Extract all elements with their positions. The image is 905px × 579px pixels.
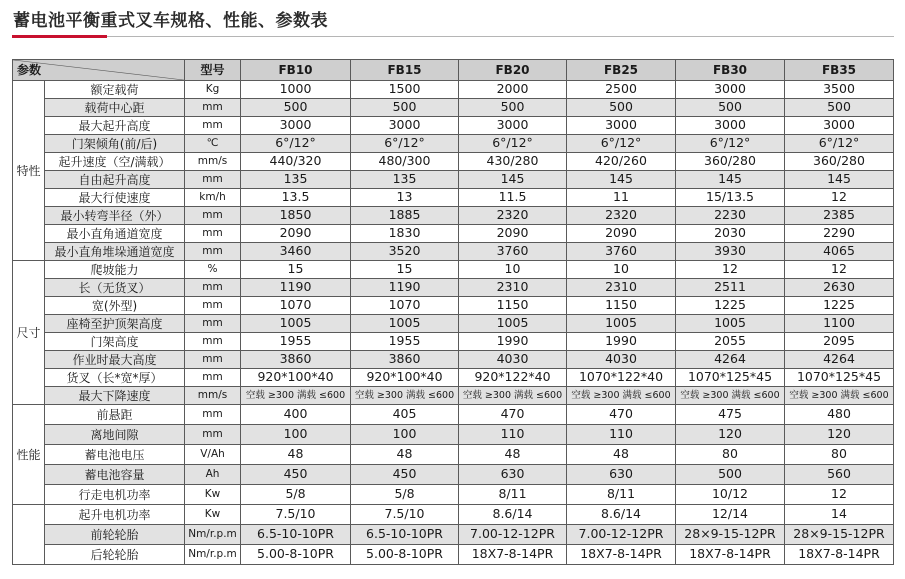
table-row — [13, 117, 894, 135]
value-cell: 3520 — [351, 243, 459, 261]
value-cell: 7.00-12-12PR — [459, 525, 567, 545]
unit-cell: km/h — [185, 189, 241, 207]
param-name-cell: 最大行使速度 — [45, 189, 185, 207]
table-row — [13, 225, 894, 243]
value-cell: 1070*125*45 — [676, 369, 785, 387]
table-row — [13, 445, 894, 465]
value-cell: 100 — [351, 425, 459, 445]
param-name-cell: 自由起升高度 — [45, 171, 185, 189]
value-cell: 405 — [351, 405, 459, 425]
table-row — [13, 261, 894, 279]
value-cell: 1990 — [459, 333, 567, 351]
value-cell: 1955 — [241, 333, 351, 351]
param-name-cell: 离地间隙 — [45, 425, 185, 445]
value-cell: 3000 — [459, 117, 567, 135]
value-cell: 120 — [676, 425, 785, 445]
value-cell: 400 — [241, 405, 351, 425]
value-cell: 18X7-8-14PR — [785, 545, 894, 565]
unit-cell: mm — [185, 243, 241, 261]
value-cell: 3000 — [241, 117, 351, 135]
value-cell: 3860 — [241, 351, 351, 369]
value-cell: 空载 ≥300 满载 ≤600 — [241, 387, 351, 405]
table-row — [13, 351, 894, 369]
table-row — [13, 333, 894, 351]
header-model-label: 型号 — [185, 60, 241, 81]
header-model-fb25: FB25 — [567, 60, 676, 81]
param-name-cell: 作业时最大高度 — [45, 351, 185, 369]
value-cell: 80 — [676, 445, 785, 465]
unit-cell: mm/s — [185, 153, 241, 171]
unit-cell: mm — [185, 207, 241, 225]
table-row — [13, 207, 894, 225]
table-row — [13, 189, 894, 207]
value-cell: 空载 ≥300 满载 ≤600 — [676, 387, 785, 405]
value-cell: 5.00-8-10PR — [241, 545, 351, 565]
value-cell: 1190 — [241, 279, 351, 297]
table-row — [13, 153, 894, 171]
unit-cell: mm — [185, 425, 241, 445]
param-name-cell: 宽(外型) — [45, 297, 185, 315]
unit-cell: mm — [185, 297, 241, 315]
unit-cell: mm — [185, 351, 241, 369]
value-cell: 3000 — [785, 117, 894, 135]
value-cell: 48 — [567, 445, 676, 465]
param-name-cell: 最小转弯半径（外） — [45, 207, 185, 225]
value-cell: 1955 — [351, 333, 459, 351]
value-cell: 18X7-8-14PR — [459, 545, 567, 565]
value-cell: 1005 — [351, 315, 459, 333]
title-divider-rule — [107, 36, 894, 37]
table-row — [13, 405, 894, 425]
value-cell: 135 — [241, 171, 351, 189]
unit-cell: Nm/r.p.m — [185, 545, 241, 565]
value-cell: 11.5 — [459, 189, 567, 207]
table-row — [13, 135, 894, 153]
table-row — [13, 279, 894, 297]
header-model-fb20: FB20 — [459, 60, 567, 81]
value-cell: 4264 — [785, 351, 894, 369]
value-cell: 6°/12° — [241, 135, 351, 153]
value-cell: 1990 — [567, 333, 676, 351]
table-row — [13, 387, 894, 405]
page-header — [0, 0, 905, 58]
unit-cell: mm — [185, 279, 241, 297]
value-cell: 500 — [567, 99, 676, 117]
value-cell: 560 — [785, 465, 894, 485]
value-cell: 470 — [459, 405, 567, 425]
param-name-cell: 蓄电池电压 — [45, 445, 185, 465]
table-row — [13, 505, 894, 525]
value-cell: 1225 — [785, 297, 894, 315]
value-cell: 48 — [241, 445, 351, 465]
value-cell: 6°/12° — [459, 135, 567, 153]
value-cell: 1070*125*45 — [785, 369, 894, 387]
value-cell: 3930 — [676, 243, 785, 261]
value-cell: 8/11 — [459, 485, 567, 505]
value-cell: 1005 — [676, 315, 785, 333]
header-model-fb35: FB35 — [785, 60, 894, 81]
param-name-cell: 额定载荷 — [45, 81, 185, 99]
value-cell: 3760 — [567, 243, 676, 261]
category-cell: 尺寸 — [13, 261, 45, 405]
unit-cell: mm — [185, 117, 241, 135]
value-cell: 28×9-15-12PR — [676, 525, 785, 545]
value-cell: 7.5/10 — [241, 505, 351, 525]
value-cell: 475 — [676, 405, 785, 425]
table-row — [13, 243, 894, 261]
param-name-cell: 最大起升高度 — [45, 117, 185, 135]
param-name-cell: 货叉（长*宽*厚） — [45, 369, 185, 387]
value-cell: 12 — [785, 189, 894, 207]
value-cell: 3000 — [676, 81, 785, 99]
param-name-cell: 起升速度（空/满载） — [45, 153, 185, 171]
value-cell: 1190 — [351, 279, 459, 297]
param-name-cell: 前悬距 — [45, 405, 185, 425]
unit-cell: mm — [185, 405, 241, 425]
param-name-cell: 长（无货叉） — [45, 279, 185, 297]
table-row — [13, 369, 894, 387]
value-cell: 440/320 — [241, 153, 351, 171]
param-name-cell: 蓄电池容量 — [45, 465, 185, 485]
header-row — [13, 60, 894, 81]
value-cell: 500 — [241, 99, 351, 117]
value-cell: 8.6/14 — [459, 505, 567, 525]
value-cell: 2630 — [785, 279, 894, 297]
value-cell: 3460 — [241, 243, 351, 261]
unit-cell: Nm/r.p.m — [185, 525, 241, 545]
unit-cell: Kg — [185, 81, 241, 99]
spec-table — [12, 59, 894, 565]
unit-cell: ℃ — [185, 135, 241, 153]
value-cell: 8.6/14 — [567, 505, 676, 525]
value-cell: 145 — [785, 171, 894, 189]
unit-cell: Ah — [185, 465, 241, 485]
value-cell: 500 — [351, 99, 459, 117]
value-cell: 920*100*40 — [241, 369, 351, 387]
value-cell: 2310 — [459, 279, 567, 297]
value-cell: 1005 — [241, 315, 351, 333]
value-cell: 630 — [459, 465, 567, 485]
value-cell: 420/260 — [567, 153, 676, 171]
value-cell: 450 — [351, 465, 459, 485]
value-cell: 2090 — [459, 225, 567, 243]
value-cell: 6.5-10-10PR — [351, 525, 459, 545]
value-cell: 1150 — [567, 297, 676, 315]
value-cell: 6.5-10-10PR — [241, 525, 351, 545]
param-name-cell: 座椅至护顶架高度 — [45, 315, 185, 333]
value-cell: 48 — [459, 445, 567, 465]
value-cell: 2290 — [785, 225, 894, 243]
value-cell: 4264 — [676, 351, 785, 369]
value-cell: 360/280 — [785, 153, 894, 171]
value-cell: 120 — [785, 425, 894, 445]
value-cell: 470 — [567, 405, 676, 425]
value-cell: 6°/12° — [676, 135, 785, 153]
value-cell: 1885 — [351, 207, 459, 225]
value-cell: 480/300 — [351, 153, 459, 171]
unit-cell: mm — [185, 333, 241, 351]
unit-cell: Kw — [185, 485, 241, 505]
value-cell: 430/280 — [459, 153, 567, 171]
header-model-fb15: FB15 — [351, 60, 459, 81]
header-model-fb10: FB10 — [241, 60, 351, 81]
value-cell: 5/8 — [351, 485, 459, 505]
value-cell: 2320 — [567, 207, 676, 225]
value-cell: 48 — [351, 445, 459, 465]
unit-cell: mm — [185, 225, 241, 243]
value-cell: 7.5/10 — [351, 505, 459, 525]
value-cell: 15 — [351, 261, 459, 279]
unit-cell: V/Ah — [185, 445, 241, 465]
value-cell: 13 — [351, 189, 459, 207]
value-cell: 2000 — [459, 81, 567, 99]
title-accent-rule — [12, 35, 107, 38]
value-cell: 1150 — [459, 297, 567, 315]
value-cell: 2095 — [785, 333, 894, 351]
value-cell: 2320 — [459, 207, 567, 225]
value-cell: 13.5 — [241, 189, 351, 207]
value-cell: 500 — [676, 99, 785, 117]
unit-cell: mm — [185, 99, 241, 117]
value-cell: 450 — [241, 465, 351, 485]
value-cell: 1500 — [351, 81, 459, 99]
value-cell: 145 — [567, 171, 676, 189]
value-cell: 480 — [785, 405, 894, 425]
value-cell: 1850 — [241, 207, 351, 225]
value-cell: 5.00-8-10PR — [351, 545, 459, 565]
param-name-cell: 门架高度 — [45, 333, 185, 351]
value-cell: 2030 — [676, 225, 785, 243]
value-cell: 3500 — [785, 81, 894, 99]
value-cell: 1225 — [676, 297, 785, 315]
table-row — [13, 425, 894, 445]
header-model-fb30: FB30 — [676, 60, 785, 81]
value-cell: 2230 — [676, 207, 785, 225]
value-cell: 1100 — [785, 315, 894, 333]
table-row — [13, 171, 894, 189]
value-cell: 1070 — [241, 297, 351, 315]
param-name-cell: 爬坡能力 — [45, 261, 185, 279]
value-cell: 100 — [241, 425, 351, 445]
param-name-cell: 前轮轮胎 — [45, 525, 185, 545]
value-cell: 1070 — [351, 297, 459, 315]
param-name-cell: 最小直角堆垛通道宽度 — [45, 243, 185, 261]
value-cell: 2511 — [676, 279, 785, 297]
table-row — [13, 485, 894, 505]
category-cell: 特性 — [13, 81, 45, 261]
value-cell: 145 — [459, 171, 567, 189]
value-cell: 500 — [459, 99, 567, 117]
value-cell: 500 — [785, 99, 894, 117]
value-cell: 110 — [459, 425, 567, 445]
value-cell: 1005 — [459, 315, 567, 333]
value-cell: 500 — [676, 465, 785, 485]
param-name-cell: 最大下降速度 — [45, 387, 185, 405]
param-name-cell: 行走电机功率 — [45, 485, 185, 505]
value-cell: 10 — [567, 261, 676, 279]
value-cell: 3760 — [459, 243, 567, 261]
value-cell: 空载 ≥300 满载 ≤600 — [567, 387, 676, 405]
header-param-corner — [13, 60, 185, 81]
value-cell: 空载 ≥300 满载 ≤600 — [459, 387, 567, 405]
value-cell: 12 — [785, 261, 894, 279]
value-cell: 2500 — [567, 81, 676, 99]
value-cell: 1000 — [241, 81, 351, 99]
value-cell: 2385 — [785, 207, 894, 225]
value-cell: 920*100*40 — [351, 369, 459, 387]
value-cell: 1830 — [351, 225, 459, 243]
value-cell: 8/11 — [567, 485, 676, 505]
unit-cell: mm — [185, 315, 241, 333]
value-cell: 3000 — [351, 117, 459, 135]
value-cell: 空载 ≥300 满载 ≤600 — [351, 387, 459, 405]
table-row — [13, 465, 894, 485]
param-name-cell: 最小直角通道宽度 — [45, 225, 185, 243]
value-cell: 145 — [676, 171, 785, 189]
param-name-cell: 起升电机功率 — [45, 505, 185, 525]
page-title: 蓄电池平衡重式叉车规格、性能、参数表 — [13, 11, 328, 31]
value-cell: 4065 — [785, 243, 894, 261]
value-cell: 6°/12° — [351, 135, 459, 153]
value-cell: 80 — [785, 445, 894, 465]
value-cell: 110 — [567, 425, 676, 445]
category-cell: 性能 — [13, 405, 45, 505]
category-cell — [13, 505, 45, 565]
value-cell: 3000 — [676, 117, 785, 135]
param-name-cell: 门架倾角(前/后) — [45, 135, 185, 153]
value-cell: 3000 — [567, 117, 676, 135]
value-cell: 15/13.5 — [676, 189, 785, 207]
unit-cell: mm/s — [185, 387, 241, 405]
unit-cell: mm — [185, 369, 241, 387]
value-cell: 2055 — [676, 333, 785, 351]
value-cell: 3860 — [351, 351, 459, 369]
table-row — [13, 81, 894, 99]
value-cell: 135 — [351, 171, 459, 189]
value-cell: 2310 — [567, 279, 676, 297]
value-cell: 11 — [567, 189, 676, 207]
header-param-label: 参数 — [17, 63, 42, 77]
value-cell: 2090 — [241, 225, 351, 243]
value-cell: 18X7-8-14PR — [567, 545, 676, 565]
table-row — [13, 297, 894, 315]
value-cell: 4030 — [567, 351, 676, 369]
value-cell: 15 — [241, 261, 351, 279]
unit-cell: Kw — [185, 505, 241, 525]
param-name-cell: 载荷中心距 — [45, 99, 185, 117]
value-cell: 1005 — [567, 315, 676, 333]
value-cell: 12/14 — [676, 505, 785, 525]
param-name-cell: 后轮轮胎 — [45, 545, 185, 565]
value-cell: 7.00-12-12PR — [567, 525, 676, 545]
value-cell: 920*122*40 — [459, 369, 567, 387]
table-row — [13, 99, 894, 117]
value-cell: 4030 — [459, 351, 567, 369]
value-cell: 28×9-15-12PR — [785, 525, 894, 545]
unit-cell: mm — [185, 171, 241, 189]
unit-cell: % — [185, 261, 241, 279]
value-cell: 12 — [785, 485, 894, 505]
value-cell: 空载 ≥300 满载 ≤600 — [785, 387, 894, 405]
value-cell: 5/8 — [241, 485, 351, 505]
value-cell: 14 — [785, 505, 894, 525]
value-cell: 18X7-8-14PR — [676, 545, 785, 565]
value-cell: 630 — [567, 465, 676, 485]
value-cell: 1070*122*40 — [567, 369, 676, 387]
value-cell: 6°/12° — [785, 135, 894, 153]
value-cell: 10 — [459, 261, 567, 279]
value-cell: 10/12 — [676, 485, 785, 505]
value-cell: 360/280 — [676, 153, 785, 171]
table-row — [13, 315, 894, 333]
table-row — [13, 545, 894, 565]
value-cell: 2090 — [567, 225, 676, 243]
table-row — [13, 525, 894, 545]
value-cell: 12 — [676, 261, 785, 279]
value-cell: 6°/12° — [567, 135, 676, 153]
